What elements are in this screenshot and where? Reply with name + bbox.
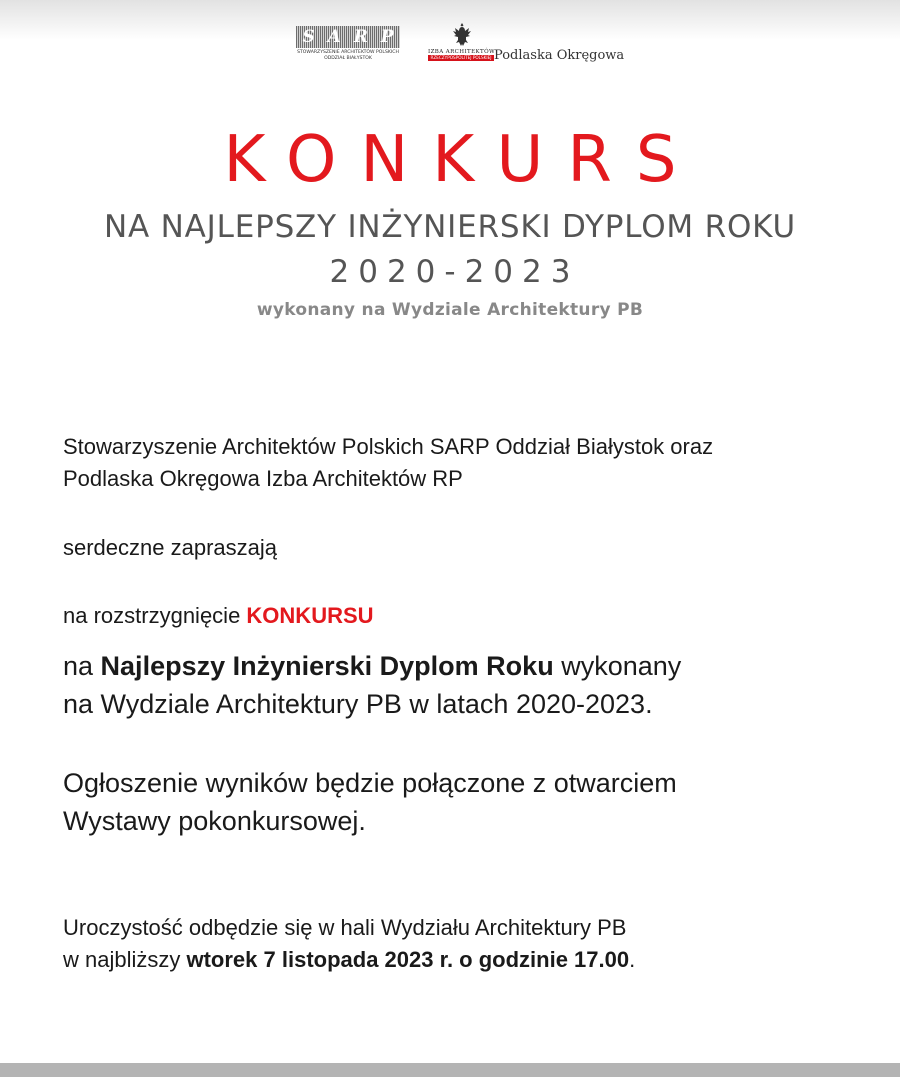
resolution-prefix: na rozstrzygnięcie — [63, 603, 247, 628]
organizers-line: Stowarzyszenie Architektów Polskich SARP Oddział Białystok oraz — [63, 434, 714, 459]
resolution-line — [63, 600, 374, 632]
sarp-caption-line: ODDZIAŁ BIAŁYSTOK — [324, 55, 372, 61]
sarp-logo — [296, 26, 400, 66]
resolution-highlight: KONKURSU — [246, 603, 374, 628]
sarp-letter: A — [327, 27, 341, 47]
eagle-emblem-icon — [452, 22, 472, 48]
sarp-logo-caption — [296, 50, 400, 61]
exhibit-line: Wystawy pokonkursowej. — [63, 806, 366, 836]
page-title: KONKURS — [223, 123, 701, 197]
organizers-paragraph — [63, 431, 713, 495]
ceremony-line: Uroczystość odbędzie się w hali Wydziału Architektury PB — [63, 915, 627, 940]
sarp-letter: P — [380, 27, 394, 47]
izba-name: Podlaska Okręgowa — [494, 48, 625, 63]
exhibit-paragraph — [63, 764, 677, 840]
faculty-line: wykonany na Wydziale Architektury PB — [256, 300, 644, 320]
bottom-bar — [0, 1063, 900, 1077]
award-paragraph — [63, 647, 681, 723]
izba-logo — [428, 22, 625, 64]
ceremony-suffix: . — [629, 947, 636, 972]
sarp-letter: S — [302, 27, 315, 47]
izba-red-band: RZECZYPOSPOLITEJ POLSKIEJ — [428, 55, 494, 61]
sarp-letter: R — [353, 27, 368, 47]
award-prefix: na — [63, 651, 101, 681]
invite-text: serdeczne zapraszają — [63, 535, 278, 560]
sarp-caption-line: STOWARZYSZENIE ARCHITEKTÓW POLSKICH — [297, 50, 399, 55]
organizers-line: Podlaska Okręgowa Izba Architektów RP — [63, 466, 463, 491]
izba-small-text: IZBA ARCHITEKTÓW — [428, 49, 496, 55]
years-range: 2020-2023 — [329, 254, 580, 290]
ceremony-prefix: w najbliższy — [63, 947, 187, 972]
page-subtitle: NA NAJLEPSZY INŻYNIERSKI DYPLOM ROKU — [104, 209, 796, 245]
award-suffix: wykonany — [553, 651, 682, 681]
award-line — [63, 647, 681, 685]
ceremony-line — [63, 944, 635, 976]
ceremony-datetime: wtorek 7 listopada 2023 r. o godzinie 17.00 — [186, 947, 630, 972]
award-name: Najlepszy Inżynierski Dyplom Roku — [100, 651, 554, 681]
exhibit-line: Ogłoszenie wyników będzie połączone z otwarciem — [63, 768, 677, 798]
sarp-logo-letters — [296, 26, 400, 48]
ceremony-paragraph — [63, 912, 635, 976]
award-line: na Wydziale Architektury PB w latach 2020-2023. — [63, 689, 653, 719]
